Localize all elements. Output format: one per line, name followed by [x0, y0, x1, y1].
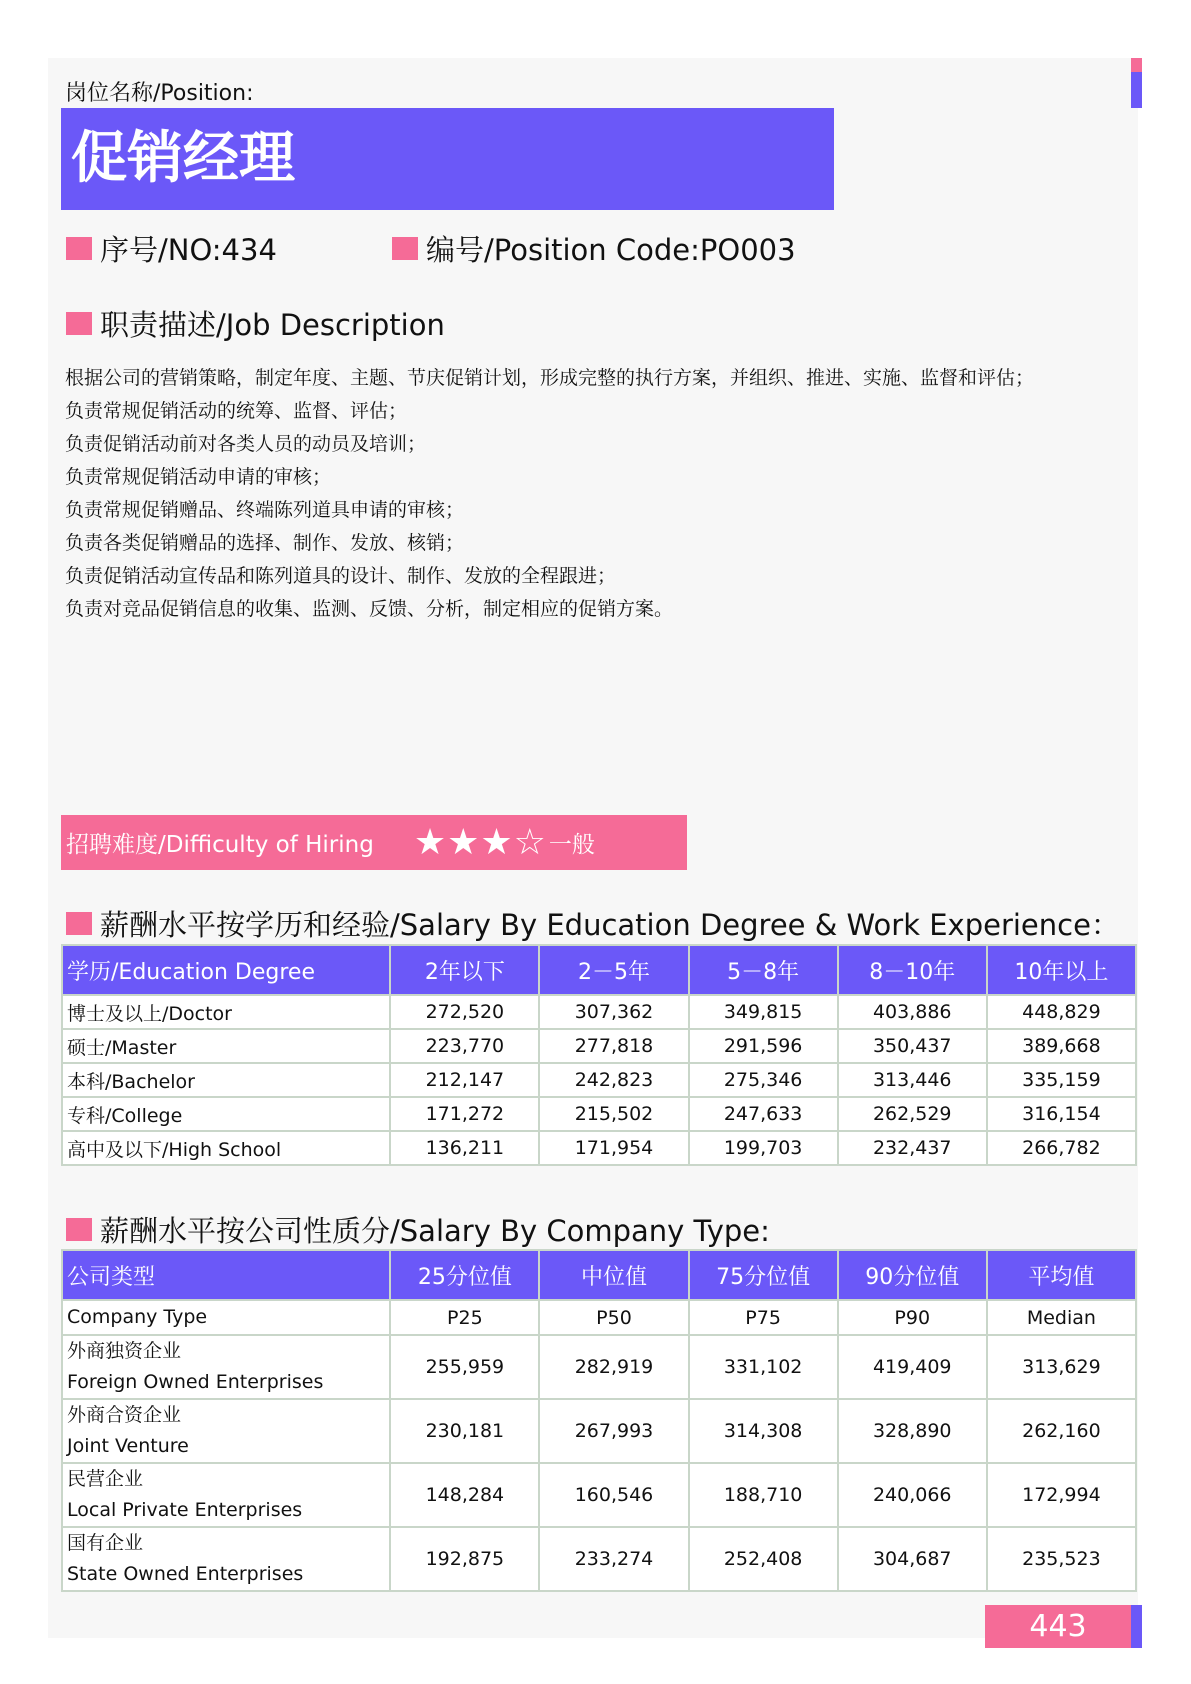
table-cell: 252,408 — [689, 1527, 838, 1591]
job-description-list — [65, 362, 1034, 626]
table-row — [62, 995, 1136, 1029]
column-header: 平均值 — [987, 1250, 1136, 1300]
subheader-cell: P90 — [838, 1300, 987, 1335]
table-cell: 277,818 — [539, 1029, 688, 1063]
table-cell: 242,823 — [539, 1063, 688, 1097]
table-cell: 313,629 — [987, 1335, 1136, 1399]
table-row — [62, 1097, 1136, 1131]
duty-line: 负责常规促销活动申请的审核； — [65, 466, 332, 488]
position-code-text: 编号/Position Code:PO003 — [426, 233, 796, 267]
duty-line: 负责促销活动前对各类人员的动员及培训； — [65, 433, 427, 455]
star-rating-icon: ★★★☆ — [413, 821, 547, 863]
row-label — [62, 1399, 390, 1463]
row-label: 博士及以上/Doctor — [62, 995, 390, 1029]
column-header: 公司类型 — [62, 1250, 390, 1300]
job-description-heading — [66, 303, 445, 344]
row-label: 专科/College — [62, 1097, 390, 1131]
table-cell: 275,346 — [689, 1063, 838, 1097]
salary-company-heading-text: 薪酬水平按公司性质分/Salary By Company Type: — [100, 1214, 770, 1248]
position-code — [392, 228, 796, 269]
column-header: 5－8年 — [689, 945, 838, 995]
table-cell: 262,529 — [838, 1097, 987, 1131]
row-label-en: Joint Venture — [67, 1435, 189, 1457]
position-title: 促销经理 — [61, 108, 834, 210]
column-header: 75分位值 — [689, 1250, 838, 1300]
duty-line: 负责各类促销赠品的选择、制作、发放、核销； — [65, 532, 465, 554]
duty-line: 负责常规促销活动的统筹、监督、评估； — [65, 400, 408, 422]
table-cell: 230,181 — [390, 1399, 539, 1463]
table-cell: 171,954 — [539, 1131, 688, 1165]
table-cell: 232,437 — [838, 1131, 987, 1165]
table-cell: 255,959 — [390, 1335, 539, 1399]
duty-line: 负责对竞品促销信息的收集、监测、反馈、分析，制定相应的促销方案。 — [65, 598, 674, 620]
row-label-en: Local Private Enterprises — [67, 1499, 303, 1521]
table-row — [62, 1131, 1136, 1165]
table-cell: 192,875 — [390, 1527, 539, 1591]
table-cell: 389,668 — [987, 1029, 1136, 1063]
table-cell: 335,159 — [987, 1063, 1136, 1097]
table-cell: 307,362 — [539, 995, 688, 1029]
row-label: 本科/Bachelor — [62, 1063, 390, 1097]
table-cell: 136,211 — [390, 1131, 539, 1165]
subheader-cell: P25 — [390, 1300, 539, 1335]
row-label-en: State Owned Enterprises — [67, 1563, 304, 1585]
corner-decoration — [1131, 58, 1142, 108]
table-cell: 350,437 — [838, 1029, 987, 1063]
row-label — [62, 1463, 390, 1527]
table-row — [62, 1063, 1136, 1097]
table-cell: 266,782 — [987, 1131, 1136, 1165]
row-label — [62, 1527, 390, 1591]
column-header: 中位值 — [539, 1250, 688, 1300]
table-cell: 403,886 — [838, 995, 987, 1029]
table-cell: 160,546 — [539, 1463, 688, 1527]
salary-company-heading — [66, 1209, 770, 1250]
duty-line: 负责常规促销赠品、终端陈列道具申请的审核； — [65, 499, 465, 521]
table-row — [62, 1029, 1136, 1063]
column-header: 2－5年 — [539, 945, 688, 995]
column-header: 90分位值 — [838, 1250, 987, 1300]
table-header-row — [62, 945, 1136, 995]
salary-education-table — [61, 944, 1137, 1166]
job-description-heading-text: 职责描述/Job Description — [100, 308, 445, 342]
table-cell: 313,446 — [838, 1063, 987, 1097]
salary-education-heading-text: 薪酬水平按学历和经验/Salary By Education Degree & Work Experience： — [100, 908, 1120, 942]
row-label-cn: 国有企业 — [67, 1532, 144, 1554]
page-number: 443 — [985, 1605, 1131, 1648]
table-cell: 316,154 — [987, 1097, 1136, 1131]
table-cell: 267,993 — [539, 1399, 688, 1463]
hiring-difficulty-level: 一般 — [548, 832, 595, 858]
column-header: 25分位值 — [390, 1250, 539, 1300]
row-label-cn: 外商独资企业 — [67, 1340, 182, 1362]
row-label-en: Foreign Owned Enterprises — [67, 1371, 324, 1393]
table-cell: 328,890 — [838, 1399, 987, 1463]
table-cell: 199,703 — [689, 1131, 838, 1165]
row-label — [62, 1335, 390, 1399]
position-label: 岗位名称/Position: — [65, 81, 254, 106]
table-cell: 304,687 — [838, 1527, 987, 1591]
bullet-square — [66, 237, 92, 260]
table-cell: 215,502 — [539, 1097, 688, 1131]
bullet-square — [66, 912, 92, 935]
duty-line: 根据公司的营销策略，制定年度、主题、节庆促销计划，形成完整的执行方案，并组织、推进、实施、监督和评估； — [65, 367, 1035, 389]
position-number-text: 序号/NO:434 — [100, 233, 277, 267]
table-cell: 448,829 — [987, 995, 1136, 1029]
row-label: 硕士/Master — [62, 1029, 390, 1063]
row-label: 高中及以下/High School — [62, 1131, 390, 1165]
column-header: 8－10年 — [838, 945, 987, 995]
table-cell: 233,274 — [539, 1527, 688, 1591]
table-cell: 291,596 — [689, 1029, 838, 1063]
table-row — [62, 1399, 1136, 1463]
table-cell: 235,523 — [987, 1527, 1136, 1591]
subheader-cell: P75 — [689, 1300, 838, 1335]
table-row — [62, 1527, 1136, 1591]
subheader-cell: Median — [987, 1300, 1136, 1335]
table-cell: 171,272 — [390, 1097, 539, 1131]
column-header: 10年以上 — [987, 945, 1136, 995]
column-header: 2年以下 — [390, 945, 539, 995]
column-header: 学历/Education Degree — [62, 945, 390, 995]
bullet-square — [392, 237, 418, 260]
row-label-cn: 外商合资企业 — [67, 1404, 182, 1426]
row-label-cn: 民营企业 — [67, 1468, 144, 1490]
table-cell: 272,520 — [390, 995, 539, 1029]
bullet-square — [66, 312, 92, 335]
table-header-row — [62, 1250, 1136, 1300]
table-cell: 212,147 — [390, 1063, 539, 1097]
hiring-difficulty-label: 招聘难度/Difficulty of Hiring — [66, 832, 374, 858]
bullet-square — [66, 1218, 92, 1241]
table-cell: 314,308 — [689, 1399, 838, 1463]
table-row — [62, 1335, 1136, 1399]
salary-education-heading — [66, 903, 1120, 944]
table-cell: 262,160 — [987, 1399, 1136, 1463]
subheader-cell: Company Type — [62, 1300, 390, 1335]
table-cell: 240,066 — [838, 1463, 987, 1527]
page-number-accent — [1131, 1605, 1142, 1648]
table-cell: 282,919 — [539, 1335, 688, 1399]
table-cell: 331,102 — [689, 1335, 838, 1399]
table-cell: 349,815 — [689, 995, 838, 1029]
table-cell: 188,710 — [689, 1463, 838, 1527]
hiring-difficulty-bar — [61, 815, 687, 870]
table-row — [62, 1463, 1136, 1527]
salary-company-table — [61, 1249, 1137, 1592]
table-cell: 247,633 — [689, 1097, 838, 1131]
table-subheader-row — [62, 1300, 1136, 1335]
table-cell: 419,409 — [838, 1335, 987, 1399]
subheader-cell: P50 — [539, 1300, 688, 1335]
table-cell: 148,284 — [390, 1463, 539, 1527]
duty-line: 负责促销活动宣传品和陈列道具的设计、制作、发放的全程跟进； — [65, 565, 617, 587]
position-number — [66, 228, 277, 269]
table-cell: 172,994 — [987, 1463, 1136, 1527]
table-cell: 223,770 — [390, 1029, 539, 1063]
